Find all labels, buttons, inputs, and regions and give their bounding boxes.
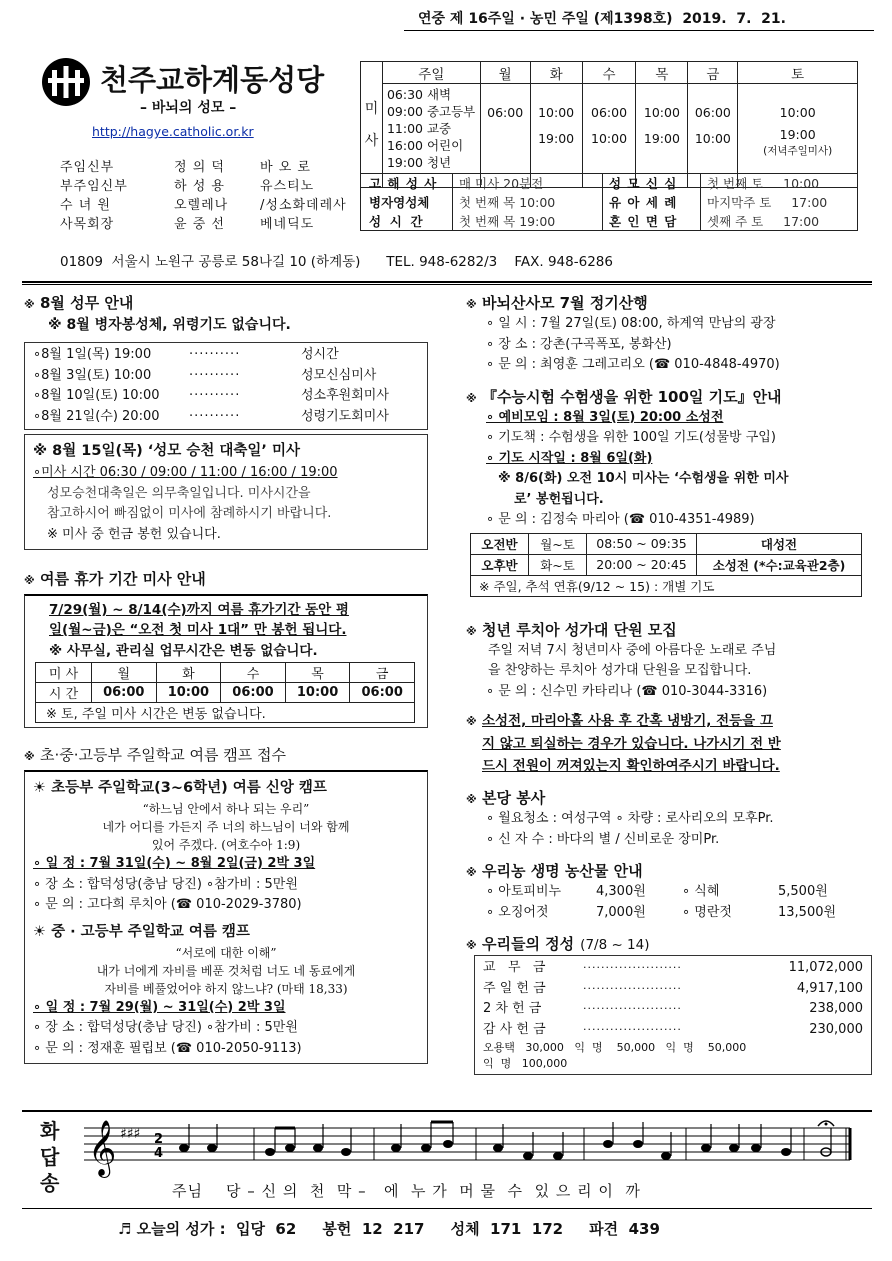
staff-row: 부주임신부 하 성 용 유스티노 — [60, 179, 315, 194]
assumption-title: ※ 8월 15일(목) ‘성모 승천 대축일’ 미사 — [33, 443, 301, 459]
day-sun: 주일 — [382, 62, 480, 84]
sacrament-value: 마지막주 토 17:00 — [707, 195, 828, 210]
choir-title: ※ 청년 루치아 성가대 단원 모집 — [466, 620, 677, 639]
assumption-box — [24, 434, 428, 550]
camp2-verse: 자비를 베풀었어야 하지 않느냐? (마태 18,33) — [104, 981, 348, 996]
prayer-item: ∘ 기도책 : 수험생을 위한 100일 기도(성물방 구입) — [486, 430, 776, 445]
day-tue: 화 — [530, 62, 582, 84]
header-divider — [22, 281, 872, 285]
sat-times: 10:00 19:00 (저녁주일미사) — [738, 84, 858, 188]
summer-mass-table: 미 사 월 화 수 목 금 시 간 06:00 10:00 06:00 10:00 06:00 ※ 토, 주일 미사 시간은 변동 없습니다. — [35, 662, 415, 723]
prayer-note: ※ 8/6(화) 오전 10시 미사는 ‘수험생을 위한 미사 — [498, 471, 789, 486]
choir-text: 을 찬양하는 루치아 성가대 단원을 모집합니다. — [488, 663, 752, 678]
prayer-title: ※ 『수능시험 수험생을 위한 100일 기도』안내 — [466, 387, 782, 406]
assumption-text: 성모승천대축일은 의무축일입니다. 미사시간을 — [47, 485, 311, 501]
assumption-text: 참고하시어 빠짐없이 미사에 참례하시기 바랍니다. — [47, 506, 332, 521]
camp2-date: ∘ 일 정 : 7월 29(월) ~ 31일(수) 2박 3일 — [33, 999, 286, 1015]
camp2-contact: ∘ 문 의 : 정재훈 필립보 (☎ 010-2050-9113) — [33, 1040, 302, 1056]
product-row: ∘ 오징어젓 7,000원 ∘ 명란젓 13,500원 — [486, 904, 837, 920]
power-notice-line: 드시 전원이 꺼져있는지 확인하여주시기 바랍니다. — [482, 758, 780, 774]
offering-row: 주 일 헌 금 ······················ 4,917,100 — [483, 980, 863, 996]
section-summer-title: ※ 여름 휴가 기간 미사 안내 — [24, 570, 206, 588]
parish-subtitle: – 바뇌의 성모 – — [140, 100, 237, 116]
list-item: ∘8월 1일(목) 19:00 ·········· 성시간 — [33, 347, 339, 362]
sacrament-value: 첫 번째 토 10:00 — [707, 176, 820, 192]
sacrament-value: 셋째 주 토 17:00 — [707, 213, 820, 229]
assumption-note: ※ 미사 중 헌금 봉헌 있습니다. — [47, 526, 221, 542]
left-column — [24, 292, 436, 1064]
sunday-times: 06:30 새벽 09:00 중고등부 11:00 교중 16:00 어린이 19:00 청년 — [382, 84, 480, 188]
list-item: ∘8월 3일(토) 10:00 ·········· 성모신심미사 — [33, 367, 377, 383]
assumption-times: ∘미사 시간 06:30 / 09:00 / 11:00 / 16:00 / 19:00 — [33, 465, 338, 480]
sun-icon: ☀ — [33, 923, 52, 940]
day-thu: 목 — [636, 62, 688, 84]
sacrament-label: 병자영성체 — [361, 193, 453, 212]
hymn-bottom-divider — [22, 1208, 872, 1209]
day-mon: 월 — [480, 62, 530, 84]
staff-row: 주임신부 정 의 덕 바 오 로 — [60, 160, 311, 175]
camp1-date: ∘ 일 정 : 7월 31일(수) ~ 8월 2일(금) 2박 3일 — [33, 856, 316, 871]
section-camp-title: ※ 초·중·고등부 주일학교 여름 캠프 접수 — [24, 746, 286, 764]
day-wed: 수 — [582, 62, 636, 84]
svg-text:♯♯♯: ♯♯♯ — [120, 1126, 141, 1142]
camp2-verse: 내가 너에게 자비를 베푼 것처럼 너도 네 동료에게 — [96, 963, 356, 978]
parish-name: 천주교하계동성당 — [100, 63, 325, 97]
august-schedule-box — [24, 342, 428, 430]
summer-text: 일(월~금)은 “오전 첫 미사 1대” 만 봉헌 됩니다. — [49, 622, 347, 638]
offering-misc: 오용택 30,000 익 명 50,000 익 명 50,000 — [483, 1041, 747, 1054]
day-sat: 토 — [738, 62, 858, 84]
sacrament-value: 첫 번째 목 19:00 — [459, 213, 556, 229]
offering-misc: 익 명 100,000 — [483, 1057, 568, 1070]
todays-hymns: ♬ 오늘의 성가 : 입당 62 봉헌 12 217 성체 171 172 파견 439 — [118, 1220, 660, 1238]
prayer-contact: ∘ 문 의 : 김정숙 마리아 (☎ 010-4351-4989) — [486, 512, 755, 527]
staff-row: 사목회장 윤 중 선 베네딕도 — [60, 217, 315, 232]
sacrament-label: 혼 인 면 담 — [603, 212, 701, 231]
issue-underline — [404, 30, 874, 31]
camp1-verse: 네가 어디를 가든지 주 너의 하느님이 너와 함께 — [102, 820, 350, 834]
list-item: ∘8월 10일(토) 10:00 ·········· 성소후원회미사 — [33, 388, 389, 403]
camp2-quote: “서로에 대한 이해” — [175, 945, 277, 960]
hymn-label: 화 답 송 — [40, 1119, 60, 1195]
issue-line: 연중 제 16주일 · 농민 주일 (제1398호) 2019. 7. 21. — [418, 11, 786, 27]
camp-box — [24, 770, 428, 1064]
choir-contact: ∘ 문 의 : 신수민 카타리나 (☎ 010-3044-3316) — [486, 683, 768, 699]
power-notice-line: 지 않고 퇴실하는 경우가 있습니다. 나가시기 전 반 — [482, 736, 781, 752]
offering-title: ※ 우리들의 정성 (7/8 ~ 14) — [466, 935, 650, 953]
svg-text:𝄞: 𝄞 — [88, 1120, 117, 1176]
tue-times: 10:00 19:00 — [530, 84, 582, 188]
products-title: ※ 우리농 생명 농산물 안내 — [466, 862, 643, 880]
list-item: ∘8월 21일(수) 20:00 ·········· 성령기도회미사 — [33, 408, 389, 424]
product-row: ∘ 아토피비누 4,300원 ∘ 식혜 5,500원 — [486, 884, 828, 899]
summer-text: 7/29(월) ~ 8/14(수)까지 여름 휴가기간 동안 평 — [49, 602, 349, 618]
offering-row: 교 무 금 ······················ 11,072,000 — [483, 960, 863, 975]
sacrament-label: 유 아 세 례 — [603, 193, 701, 212]
camp2-title: ☀ 중 · 고등부 주일학교 여름 캠프 — [33, 923, 250, 940]
offering-row: 감 사 헌 금 ······················ 230,000 — [483, 1021, 863, 1037]
offering-box — [474, 955, 872, 1075]
sacrament-table — [360, 173, 858, 231]
summer-mass-box — [24, 594, 428, 728]
camp2-place: ∘ 장 소 : 합덕성당(충남 당진) ∘참가비 : 5만원 — [33, 1020, 298, 1035]
mon-times: 06:00 — [480, 84, 530, 188]
prayer-item: ∘ 예비모임 : 8월 3일(토) 20:00 소성전 — [486, 409, 724, 425]
camp1-place: ∘ 장 소 : 합덕성당(충남 당진) ∘참가비 : 5만원 — [33, 876, 298, 892]
offering-row: 2 차 헌 금 ······················ 238,000 — [483, 1001, 863, 1016]
day-fri: 금 — [688, 62, 738, 84]
service-line: ∘ 월요청소 : 여성구역 ∘ 차량 : 로사리오의 모후Pr. — [486, 811, 774, 826]
parish-url[interactable]: http://hagye.catholic.or.kr — [92, 124, 254, 139]
camp1-title: ☀ 초등부 주일학교(3~6학년) 여름 신앙 캠프 — [33, 780, 327, 796]
hymn-divider — [22, 1110, 872, 1112]
prayer-note: 로’ 봉헌됩니다. — [514, 491, 604, 507]
mass-schedule-table — [360, 61, 858, 188]
prayer-item: ∘ 기도 시작일 : 8월 6일(화) — [486, 450, 653, 466]
staff-row: 수 녀 원 오렐레나 /성소화데레사 — [60, 198, 347, 213]
choir-text: 주일 저녁 7시 청년미사 중에 아름다운 노래로 주님 — [488, 642, 777, 658]
camp1-contact: ∘ 문 의 : 고다희 루치아 (☎ 010-2029-3780) — [33, 897, 302, 912]
august-subtitle: ※ 8월 병자봉성체, 위령기도 없습니다. — [48, 317, 291, 333]
sacrament-label: 성 시 간 — [361, 212, 453, 231]
thu-times: 10:00 19:00 — [636, 84, 688, 188]
staff-list — [60, 156, 360, 232]
svg-text:2: 2 — [154, 1132, 164, 1147]
power-notice — [466, 710, 876, 777]
wed-times: 06:00 10:00 — [582, 84, 636, 188]
right-column — [466, 292, 876, 1075]
address-line: 01809 서울시 노원구 공릉로 58나길 10 (하계동) TEL. 948-6282/3 FAX. 948-6286 — [60, 254, 613, 270]
fri-times: 06:00 10:00 — [688, 84, 738, 188]
svg-text:4: 4 — [154, 1146, 164, 1161]
hymn-lyrics: 주님 당 – 신 의 천 막 – 에 누 가 머 물 수 있 으 리 이 까 — [172, 1182, 641, 1200]
summer-note: ※ 사무실, 관리실 업무시간은 변동 없습니다. — [49, 643, 318, 659]
camp1-verse: 있어 주겠다. (여호수아 1:9) — [151, 838, 301, 852]
parish-logo — [40, 56, 92, 108]
music-staff — [84, 1118, 854, 1178]
sacrament-value: 매 미사 20분전 — [459, 176, 544, 192]
sun-icon: ☀ — [33, 780, 52, 796]
power-notice-line: ※ 소성전, 마리아홀 사용 후 간혹 냉방기, 전등을 끄 — [466, 713, 773, 729]
hiking-item: ∘ 일 시 : 7월 27일(토) 08:00, 하계역 만남의 광장 — [486, 316, 776, 331]
service-line: ∘ 신 자 수 : 바다의 별 / 신비로운 장미Pr. — [486, 831, 720, 847]
camp1-quote: “하느님 안에서 하나 되는 우리” — [142, 802, 310, 816]
section-august-title: ※ 8월 성무 안내 — [24, 294, 134, 312]
prayer-table: 오전반 월~토 08:50 ~ 09:35 대성전 오후반 화~토 20:00 ~ 20:45 소성전 (*수:교육관2층) ※ 주일, 추석 연휴(9/12 ~ 15) : 개별 기도 — [470, 533, 862, 597]
sacrament-value: 첫 번째 목 10:00 — [459, 195, 556, 210]
sacrament-label: 고 해 성 사 — [361, 174, 453, 193]
hiking-item: ∘ 문 의 : 최영훈 그레고리오 (☎ 010-4848-4970) — [486, 357, 780, 372]
service-title: ※ 본당 봉사 — [466, 789, 546, 807]
hiking-item: ∘ 장 소 : 강촌(구곡폭포, 봉화산) — [486, 336, 672, 352]
mass-side-label: 미 사 — [361, 62, 383, 188]
hiking-title: ※ 바뇌산사모 7월 정기산행 — [466, 294, 648, 312]
sacrament-label: 성 모 신 심 — [603, 174, 701, 193]
